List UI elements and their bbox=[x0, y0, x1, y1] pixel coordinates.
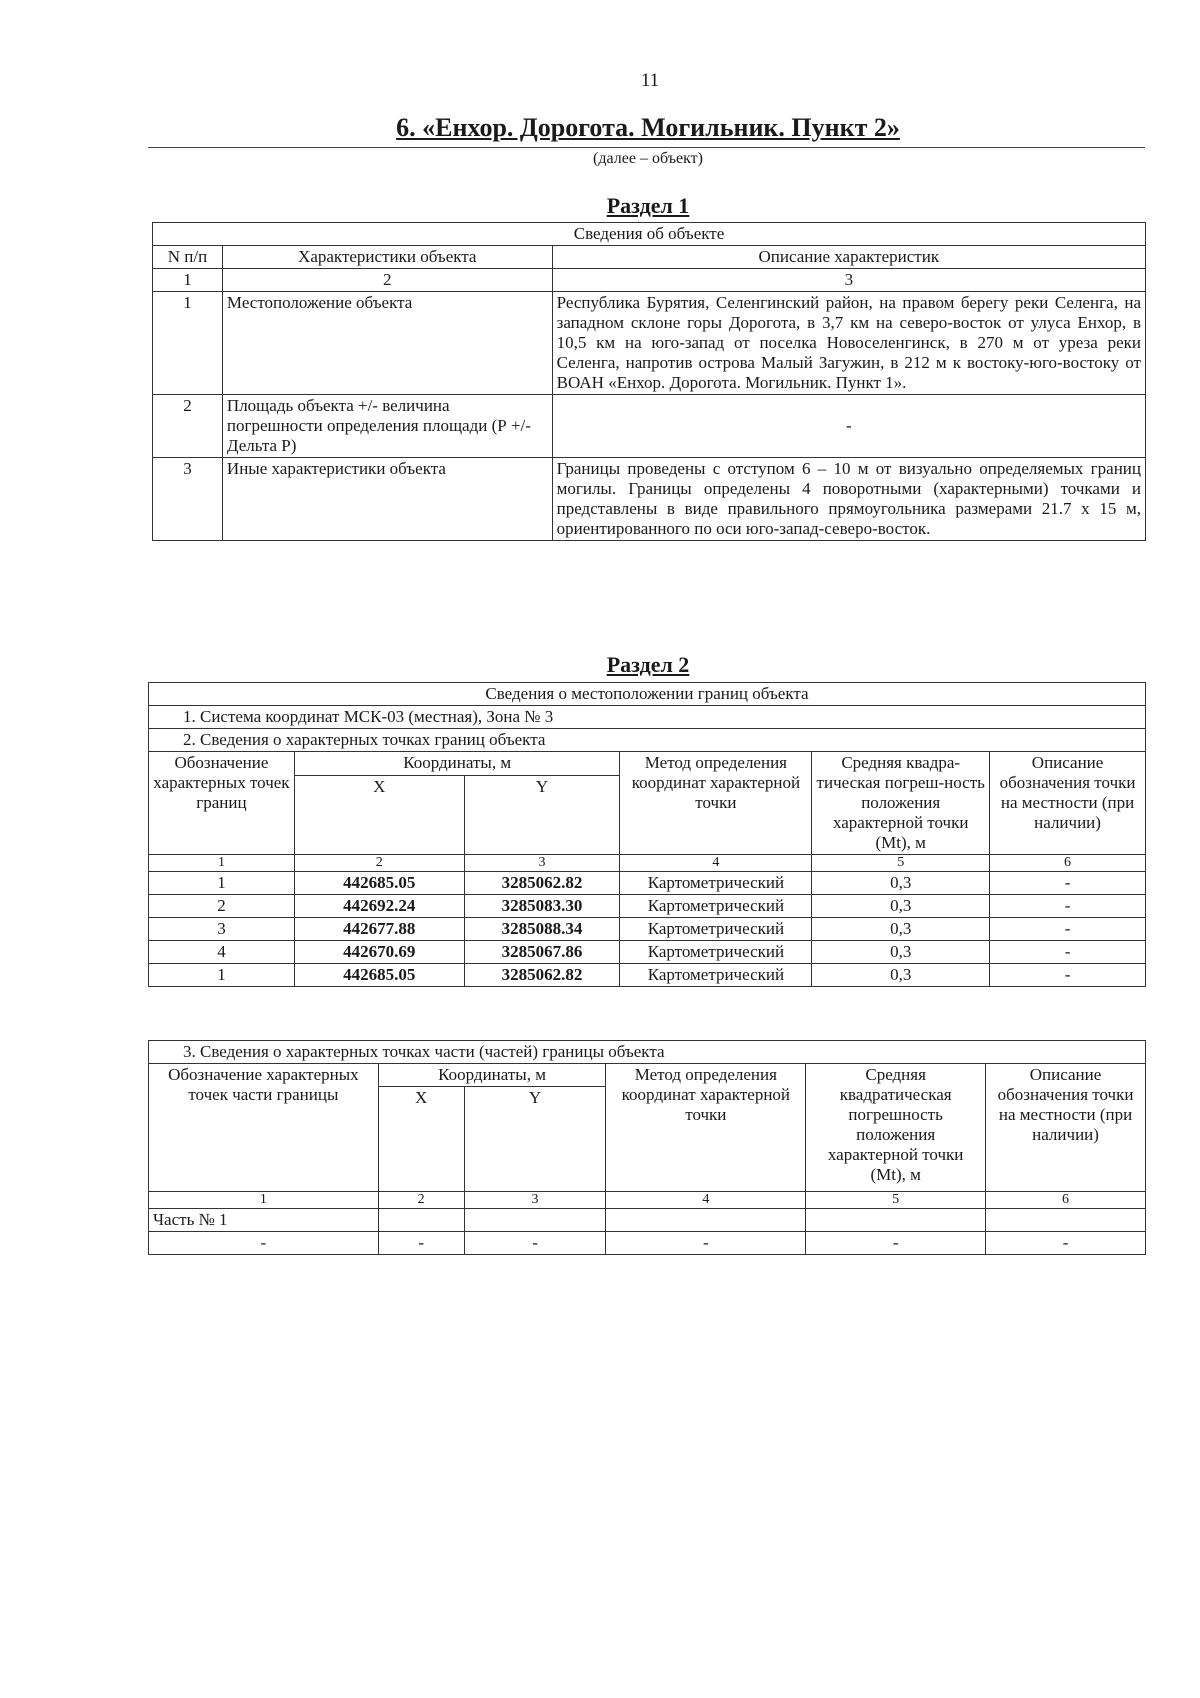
column-header: Средняя квадратическая погрешность положения характерной точки (Mt), м bbox=[806, 1064, 986, 1192]
table-row bbox=[153, 395, 1146, 458]
part-cell: - bbox=[986, 1232, 1146, 1255]
column-number: 5 bbox=[806, 1192, 986, 1209]
column-number: 1 bbox=[149, 1192, 379, 1209]
page-number: 11 bbox=[640, 70, 660, 91]
column-number: 4 bbox=[606, 1192, 806, 1209]
y-coordinate: 3285088.34 bbox=[464, 918, 620, 941]
section1-title: Раздел 1 bbox=[606, 193, 690, 218]
x-coordinate: 442677.88 bbox=[294, 918, 464, 941]
table-row bbox=[149, 964, 1146, 987]
y-coordinate: 3285083.30 bbox=[464, 895, 620, 918]
column-number: 1 bbox=[149, 855, 295, 872]
point-id: 2 bbox=[149, 895, 295, 918]
column-header: N п/п bbox=[153, 246, 223, 269]
document-subtitle: (далее – объект) bbox=[593, 150, 703, 167]
table-row bbox=[149, 1209, 1146, 1232]
column-header: Координаты, м bbox=[378, 1064, 606, 1087]
empty-cell bbox=[378, 1209, 464, 1232]
table-row bbox=[149, 872, 1146, 895]
empty-cell bbox=[606, 1209, 806, 1232]
column-number: 2 bbox=[222, 269, 552, 292]
y-coordinate: 3285062.82 bbox=[464, 964, 620, 987]
column-header: Средняя квадра-тическая погреш-ность положения характерной точки (Mt), м bbox=[812, 752, 990, 855]
part-cell: - bbox=[464, 1232, 606, 1255]
method: Картометрический bbox=[620, 941, 812, 964]
column-number: 6 bbox=[990, 855, 1146, 872]
column-header: Y bbox=[464, 1087, 606, 1192]
column-number: 4 bbox=[620, 855, 812, 872]
point-description: - bbox=[990, 872, 1146, 895]
mt-error: 0,3 bbox=[812, 918, 990, 941]
characteristic-value: Границы проведены с отступом 6 – 10 м от визуально определяемых границ могилы. Границы определены 4 поворотными (характерными) точками и представлены в виде правильного прямоугольника размерами 21.7 х 15 м, ориентированного по оси юго-запад-северо-восток. bbox=[552, 458, 1145, 541]
column-number: 6 bbox=[986, 1192, 1146, 1209]
column-header: Метод определения координат характерной точки bbox=[606, 1064, 806, 1192]
column-number: 2 bbox=[294, 855, 464, 872]
point-description: - bbox=[990, 964, 1146, 987]
y-coordinate: 3285067.86 bbox=[464, 941, 620, 964]
parts-caption: 3. Сведения о характерных точках части (частей) границы объекта bbox=[149, 1041, 1146, 1064]
section2-title: Раздел 2 bbox=[606, 652, 690, 677]
table-caption: Сведения об объекте bbox=[153, 223, 1146, 246]
characteristic-value: Республика Бурятия, Селенгинский район, на правом берегу реки Селенга, на западном склоне горы Дорогота, в 3,7 км на северо-восток от улуса Енхор, в 10,5 км на юго-запад от поселка Новоселенгинск, в 270 м от уреза реки Селенга, напротив острова Малый Загужин, в 212 м к востоку-юго-востоку от ВОАН «Енхор. Дорогота. Могильник. Пункт 1». bbox=[552, 292, 1145, 395]
x-coordinate: 442685.05 bbox=[294, 964, 464, 987]
points-caption: 2. Сведения о характерных точках границ объекта bbox=[149, 729, 1146, 752]
table-row bbox=[149, 918, 1146, 941]
mt-error: 0,3 bbox=[812, 941, 990, 964]
column-header: Метод определения координат характерной точки bbox=[620, 752, 812, 855]
mt-error: 0,3 bbox=[812, 895, 990, 918]
column-number: 1 bbox=[153, 269, 223, 292]
column-header: X bbox=[378, 1087, 464, 1192]
point-id: 4 bbox=[149, 941, 295, 964]
column-number: 5 bbox=[812, 855, 990, 872]
method: Картометрический bbox=[620, 895, 812, 918]
characteristic-value: - bbox=[552, 395, 1145, 458]
column-number: 3 bbox=[464, 1192, 606, 1209]
empty-cell bbox=[806, 1209, 986, 1232]
column-number: 3 bbox=[464, 855, 620, 872]
column-header: Обозначение характерных точек границ bbox=[149, 752, 295, 855]
x-coordinate: 442670.69 bbox=[294, 941, 464, 964]
table-row bbox=[153, 292, 1146, 395]
characteristic-name: Местоположение объекта bbox=[222, 292, 552, 395]
column-header: Характеристики объекта bbox=[222, 246, 552, 269]
column-header: Описание характеристик bbox=[552, 246, 1145, 269]
mt-error: 0,3 bbox=[812, 872, 990, 895]
table-row bbox=[153, 458, 1146, 541]
column-header: Y bbox=[464, 776, 620, 855]
method: Картометрический bbox=[620, 872, 812, 895]
point-description: - bbox=[990, 941, 1146, 964]
part-cell: - bbox=[149, 1232, 379, 1255]
characteristic-name: Иные характеристики объекта bbox=[222, 458, 552, 541]
table-row bbox=[149, 1232, 1146, 1255]
point-id: 1 bbox=[149, 964, 295, 987]
part-label: Часть № 1 bbox=[149, 1209, 379, 1232]
part-cell: - bbox=[378, 1232, 464, 1255]
table-row bbox=[149, 941, 1146, 964]
table-row bbox=[149, 895, 1146, 918]
column-header: X bbox=[294, 776, 464, 855]
point-description: - bbox=[990, 918, 1146, 941]
column-header: Координаты, м bbox=[294, 752, 620, 776]
part-cell: - bbox=[806, 1232, 986, 1255]
method: Картометрический bbox=[620, 918, 812, 941]
x-coordinate: 442692.24 bbox=[294, 895, 464, 918]
point-id: 1 bbox=[149, 872, 295, 895]
column-header: Обозначение характерных точек части границы bbox=[149, 1064, 379, 1192]
row-number: 3 bbox=[153, 458, 223, 541]
boundary-parts-table bbox=[148, 1040, 1146, 1255]
mt-error: 0,3 bbox=[812, 964, 990, 987]
empty-cell bbox=[464, 1209, 606, 1232]
characteristic-name: Площадь объекта +/- величина погрешности определения площади (Р +/- Дельта Р) bbox=[222, 395, 552, 458]
column-header: Описание обозначения точки на местности (при наличии) bbox=[990, 752, 1146, 855]
boundary-points-table bbox=[148, 682, 1146, 987]
column-number: 2 bbox=[378, 1192, 464, 1209]
table-caption: Сведения о местоположении границ объекта bbox=[149, 683, 1146, 706]
row-number: 1 bbox=[153, 292, 223, 395]
coordinate-system: 1. Система координат МСК-03 (местная), Зона № 3 bbox=[149, 706, 1146, 729]
empty-cell bbox=[986, 1209, 1146, 1232]
title-rule bbox=[148, 147, 1145, 148]
part-cell: - bbox=[606, 1232, 806, 1255]
column-number: 3 bbox=[552, 269, 1145, 292]
document-title: 6. «Енхор. Дорогота. Могильник. Пункт 2» bbox=[396, 113, 900, 142]
method: Картометрический bbox=[620, 964, 812, 987]
title-block bbox=[148, 113, 1148, 143]
y-coordinate: 3285062.82 bbox=[464, 872, 620, 895]
point-id: 3 bbox=[149, 918, 295, 941]
x-coordinate: 442685.05 bbox=[294, 872, 464, 895]
point-description: - bbox=[990, 895, 1146, 918]
row-number: 2 bbox=[153, 395, 223, 458]
column-header: Описание обозначения точки на местности (при наличии) bbox=[986, 1064, 1146, 1192]
object-info-table bbox=[152, 222, 1146, 541]
